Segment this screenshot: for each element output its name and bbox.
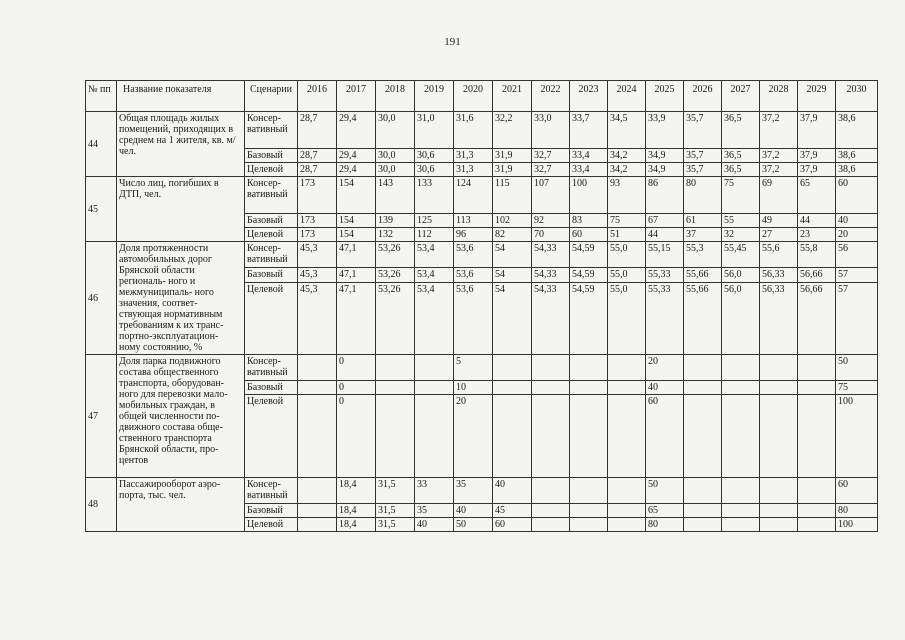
value-cell: 35,7 (684, 149, 722, 163)
value-cell: 33 (415, 478, 454, 504)
value-cell: 35,7 (684, 163, 722, 177)
value-cell (760, 381, 798, 395)
value-cell (608, 478, 646, 504)
value-cell: 40 (646, 381, 684, 395)
value-cell (298, 504, 337, 518)
value-cell (760, 504, 798, 518)
value-cell: 54 (493, 242, 532, 268)
value-cell (570, 518, 608, 532)
value-cell: 47,1 (337, 282, 376, 354)
value-cell: 0 (337, 395, 376, 478)
value-cell (722, 518, 760, 532)
value-cell: 18,4 (337, 478, 376, 504)
value-cell: 60 (836, 478, 878, 504)
value-cell: 31,3 (454, 149, 493, 163)
value-cell: 36,5 (722, 163, 760, 177)
value-cell: 37,9 (798, 163, 836, 177)
value-cell: 53,4 (415, 268, 454, 282)
value-cell (760, 518, 798, 532)
value-cell: 47,1 (337, 242, 376, 268)
scenario-label: Базовый (245, 268, 298, 282)
value-cell: 53,26 (376, 282, 415, 354)
value-cell: 53,6 (454, 282, 493, 354)
value-cell: 32,7 (532, 163, 570, 177)
value-cell (298, 518, 337, 532)
value-cell: 133 (415, 177, 454, 214)
header-year: 2019 (415, 81, 454, 112)
indicator-number: 47 (86, 355, 117, 478)
value-cell: 34,2 (608, 163, 646, 177)
value-cell: 83 (570, 214, 608, 228)
value-cell: 55,45 (722, 242, 760, 268)
value-cell: 45,3 (298, 242, 337, 268)
value-cell (760, 395, 798, 478)
value-cell: 67 (646, 214, 684, 228)
value-cell (608, 355, 646, 381)
value-cell: 31,5 (376, 518, 415, 532)
value-cell: 125 (415, 214, 454, 228)
value-cell: 54,59 (570, 282, 608, 354)
value-cell: 40 (836, 214, 878, 228)
value-cell (722, 355, 760, 381)
header-year: 2025 (646, 81, 684, 112)
value-cell: 65 (798, 177, 836, 214)
value-cell: 173 (298, 228, 337, 242)
header-year: 2030 (836, 81, 878, 112)
value-cell: 18,4 (337, 504, 376, 518)
value-cell: 60 (493, 518, 532, 532)
value-cell: 56,66 (798, 268, 836, 282)
value-cell: 55,3 (684, 242, 722, 268)
value-cell: 5 (454, 355, 493, 381)
scenario-label: Целевой (245, 518, 298, 532)
value-cell: 53,6 (454, 242, 493, 268)
header-indicator-name: Название показателя (117, 81, 245, 112)
value-cell: 30,6 (415, 163, 454, 177)
value-cell: 33,0 (532, 112, 570, 149)
value-cell (493, 381, 532, 395)
value-cell: 100 (836, 395, 878, 478)
table-row (86, 355, 878, 381)
value-cell: 45 (493, 504, 532, 518)
value-cell: 55,6 (760, 242, 798, 268)
value-cell: 132 (376, 228, 415, 242)
value-cell: 124 (454, 177, 493, 214)
value-cell (798, 355, 836, 381)
value-cell: 54,59 (570, 268, 608, 282)
scenario-label: Базовый (245, 504, 298, 518)
value-cell: 0 (337, 355, 376, 381)
value-cell: 56,33 (760, 268, 798, 282)
indicators-table (85, 80, 878, 532)
value-cell: 50 (646, 478, 684, 504)
value-cell: 37,9 (798, 112, 836, 149)
header-year: 2020 (454, 81, 493, 112)
value-cell: 0 (337, 381, 376, 395)
value-cell: 53,26 (376, 242, 415, 268)
value-cell: 154 (337, 228, 376, 242)
value-cell: 55,0 (608, 268, 646, 282)
indicator-number: 44 (86, 112, 117, 177)
value-cell: 37,2 (760, 112, 798, 149)
value-cell: 55,33 (646, 268, 684, 282)
value-cell: 55,66 (684, 282, 722, 354)
value-cell: 30,6 (415, 149, 454, 163)
header-scenario: Сценарии (245, 81, 298, 112)
value-cell (684, 504, 722, 518)
value-cell: 143 (376, 177, 415, 214)
value-cell: 10 (454, 381, 493, 395)
header-year: 2024 (608, 81, 646, 112)
indicator-name: Доля протяженности автомобильных дорог Брянской области региональ- ного и межмуниципаль- ного значения, соответ- ствующая нормативным требованиям к их транс- портно-эксплуатацион- ному состоянию, % (117, 242, 245, 355)
value-cell: 28,7 (298, 163, 337, 177)
value-cell: 30,0 (376, 149, 415, 163)
value-cell: 31,3 (454, 163, 493, 177)
value-cell: 33,4 (570, 163, 608, 177)
value-cell (532, 518, 570, 532)
indicator-name: Общая площадь жилых помещений, приходящих в среднем на 1 жителя, кв. м/чел. (117, 112, 245, 177)
value-cell: 173 (298, 214, 337, 228)
value-cell (532, 504, 570, 518)
value-cell (798, 518, 836, 532)
value-cell (684, 478, 722, 504)
value-cell: 31,9 (493, 149, 532, 163)
value-cell: 40 (454, 504, 493, 518)
value-cell: 54,33 (532, 282, 570, 354)
scenario-label: Целевой (245, 395, 298, 478)
value-cell: 37,9 (798, 149, 836, 163)
value-cell: 56,0 (722, 282, 760, 354)
table-row (86, 242, 878, 268)
value-cell (760, 478, 798, 504)
value-cell: 80 (646, 518, 684, 532)
header-number: № пп (86, 81, 117, 112)
value-cell: 86 (646, 177, 684, 214)
scenario-label: Консер- вативный (245, 177, 298, 214)
value-cell: 32,2 (493, 112, 532, 149)
value-cell: 55,15 (646, 242, 684, 268)
table-row (86, 478, 878, 504)
value-cell: 54,59 (570, 242, 608, 268)
value-cell: 29,4 (337, 149, 376, 163)
value-cell: 30,0 (376, 163, 415, 177)
value-cell: 33,7 (570, 112, 608, 149)
value-cell: 154 (337, 214, 376, 228)
table-row (86, 177, 878, 214)
value-cell (684, 355, 722, 381)
value-cell: 80 (836, 504, 878, 518)
value-cell: 27 (760, 228, 798, 242)
value-cell: 75 (836, 381, 878, 395)
value-cell: 60 (570, 228, 608, 242)
value-cell (608, 381, 646, 395)
header-year: 2016 (298, 81, 337, 112)
value-cell: 40 (415, 518, 454, 532)
header-year: 2021 (493, 81, 532, 112)
value-cell: 37,2 (760, 163, 798, 177)
value-cell (493, 395, 532, 478)
value-cell (298, 381, 337, 395)
value-cell: 53,26 (376, 268, 415, 282)
header-year: 2028 (760, 81, 798, 112)
scenario-label: Целевой (245, 228, 298, 242)
value-cell: 92 (532, 214, 570, 228)
value-cell: 34,5 (608, 112, 646, 149)
value-cell (493, 355, 532, 381)
value-cell: 33,4 (570, 149, 608, 163)
scenario-label: Базовый (245, 214, 298, 228)
value-cell: 55,8 (798, 242, 836, 268)
value-cell: 102 (493, 214, 532, 228)
value-cell: 61 (684, 214, 722, 228)
value-cell (532, 355, 570, 381)
value-cell (415, 381, 454, 395)
value-cell: 38,6 (836, 112, 878, 149)
scenario-label: Целевой (245, 163, 298, 177)
value-cell: 32,7 (532, 149, 570, 163)
value-cell: 100 (836, 518, 878, 532)
scenario-label: Консер- вативный (245, 242, 298, 268)
value-cell: 49 (760, 214, 798, 228)
value-cell: 38,6 (836, 163, 878, 177)
value-cell (608, 518, 646, 532)
value-cell: 32 (722, 228, 760, 242)
value-cell: 56,66 (798, 282, 836, 354)
value-cell: 55 (722, 214, 760, 228)
value-cell (684, 381, 722, 395)
value-cell: 80 (684, 177, 722, 214)
value-cell: 35 (415, 504, 454, 518)
value-cell (376, 395, 415, 478)
indicator-name: Число лиц, погибших в ДТП, чел. (117, 177, 245, 242)
value-cell: 56,0 (722, 268, 760, 282)
value-cell: 20 (836, 228, 878, 242)
value-cell: 55,0 (608, 282, 646, 354)
value-cell: 69 (760, 177, 798, 214)
header-year: 2017 (337, 81, 376, 112)
value-cell: 75 (608, 214, 646, 228)
value-cell: 70 (532, 228, 570, 242)
value-cell: 31,0 (415, 112, 454, 149)
header-year: 2023 (570, 81, 608, 112)
scenario-label: Консер- вативный (245, 112, 298, 149)
value-cell (798, 504, 836, 518)
value-cell (760, 355, 798, 381)
value-cell (722, 478, 760, 504)
value-cell: 20 (454, 395, 493, 478)
value-cell: 50 (454, 518, 493, 532)
scenario-label: Консер- вативный (245, 478, 298, 504)
value-cell: 154 (337, 177, 376, 214)
value-cell: 56 (836, 242, 878, 268)
value-cell (608, 395, 646, 478)
value-cell: 82 (493, 228, 532, 242)
value-cell: 113 (454, 214, 493, 228)
value-cell: 54 (493, 268, 532, 282)
value-cell: 29,4 (337, 163, 376, 177)
value-cell: 57 (836, 268, 878, 282)
scenario-label: Базовый (245, 149, 298, 163)
value-cell: 50 (836, 355, 878, 381)
value-cell (722, 504, 760, 518)
value-cell: 55,33 (646, 282, 684, 354)
indicator-number: 48 (86, 478, 117, 532)
value-cell: 57 (836, 282, 878, 354)
value-cell (798, 381, 836, 395)
scenario-label: Консер- вативный (245, 355, 298, 381)
value-cell: 38,6 (836, 149, 878, 163)
indicator-number: 46 (86, 242, 117, 355)
table-header-row (86, 81, 878, 112)
value-cell: 45,3 (298, 282, 337, 354)
value-cell: 54 (493, 282, 532, 354)
value-cell: 23 (798, 228, 836, 242)
value-cell: 53,6 (454, 268, 493, 282)
value-cell: 139 (376, 214, 415, 228)
scenario-label: Базовый (245, 381, 298, 395)
value-cell: 36,5 (722, 112, 760, 149)
value-cell: 34,9 (646, 149, 684, 163)
indicator-number: 45 (86, 177, 117, 242)
value-cell: 30,0 (376, 112, 415, 149)
value-cell: 31,5 (376, 504, 415, 518)
value-cell (684, 395, 722, 478)
value-cell: 18,4 (337, 518, 376, 532)
header-year: 2026 (684, 81, 722, 112)
value-cell (532, 381, 570, 395)
value-cell (608, 504, 646, 518)
value-cell: 33,9 (646, 112, 684, 149)
value-cell (570, 478, 608, 504)
value-cell: 37,2 (760, 149, 798, 163)
value-cell (798, 478, 836, 504)
value-cell: 31,5 (376, 478, 415, 504)
value-cell (298, 478, 337, 504)
value-cell: 54,33 (532, 242, 570, 268)
value-cell (298, 355, 337, 381)
value-cell (722, 395, 760, 478)
value-cell (415, 355, 454, 381)
value-cell: 75 (722, 177, 760, 214)
value-cell: 100 (570, 177, 608, 214)
value-cell (570, 504, 608, 518)
page-number: 191 (444, 36, 461, 48)
header-year: 2022 (532, 81, 570, 112)
value-cell (532, 395, 570, 478)
value-cell (722, 381, 760, 395)
value-cell: 115 (493, 177, 532, 214)
scenario-label: Целевой (245, 282, 298, 354)
value-cell: 173 (298, 177, 337, 214)
value-cell: 28,7 (298, 112, 337, 149)
value-cell: 53,4 (415, 282, 454, 354)
value-cell: 55,66 (684, 268, 722, 282)
value-cell (532, 478, 570, 504)
value-cell (376, 381, 415, 395)
value-cell: 35 (454, 478, 493, 504)
value-cell: 34,9 (646, 163, 684, 177)
value-cell: 45,3 (298, 268, 337, 282)
value-cell: 55,0 (608, 242, 646, 268)
value-cell: 60 (646, 395, 684, 478)
value-cell: 60 (836, 177, 878, 214)
value-cell: 40 (493, 478, 532, 504)
value-cell: 44 (646, 228, 684, 242)
value-cell (298, 395, 337, 478)
header-year: 2018 (376, 81, 415, 112)
header-year: 2027 (722, 81, 760, 112)
value-cell: 37 (684, 228, 722, 242)
value-cell: 36,5 (722, 149, 760, 163)
value-cell: 28,7 (298, 149, 337, 163)
value-cell (798, 395, 836, 478)
value-cell: 96 (454, 228, 493, 242)
value-cell (376, 355, 415, 381)
indicator-name: Пассажирооборот аэро- порта, тыс. чел. (117, 478, 245, 532)
value-cell: 20 (646, 355, 684, 381)
value-cell: 51 (608, 228, 646, 242)
value-cell: 44 (798, 214, 836, 228)
value-cell (570, 355, 608, 381)
value-cell (570, 395, 608, 478)
indicator-name: Доля парка подвижного состава общественного транспорта, оборудован- ного для перевозки мало- мобильных граждан, в общей численности по- движного состава обще- ственного транспорта Брянской области, про- центов (117, 355, 245, 478)
value-cell: 107 (532, 177, 570, 214)
value-cell: 29,4 (337, 112, 376, 149)
value-cell (684, 518, 722, 532)
value-cell (570, 381, 608, 395)
value-cell: 54,33 (532, 268, 570, 282)
value-cell: 31,6 (454, 112, 493, 149)
value-cell: 53,4 (415, 242, 454, 268)
table-row (86, 112, 878, 149)
value-cell: 93 (608, 177, 646, 214)
value-cell: 34,2 (608, 149, 646, 163)
value-cell (415, 395, 454, 478)
value-cell: 35,7 (684, 112, 722, 149)
value-cell: 31,9 (493, 163, 532, 177)
value-cell: 47,1 (337, 268, 376, 282)
value-cell: 56,33 (760, 282, 798, 354)
value-cell: 112 (415, 228, 454, 242)
value-cell: 65 (646, 504, 684, 518)
header-year: 2029 (798, 81, 836, 112)
